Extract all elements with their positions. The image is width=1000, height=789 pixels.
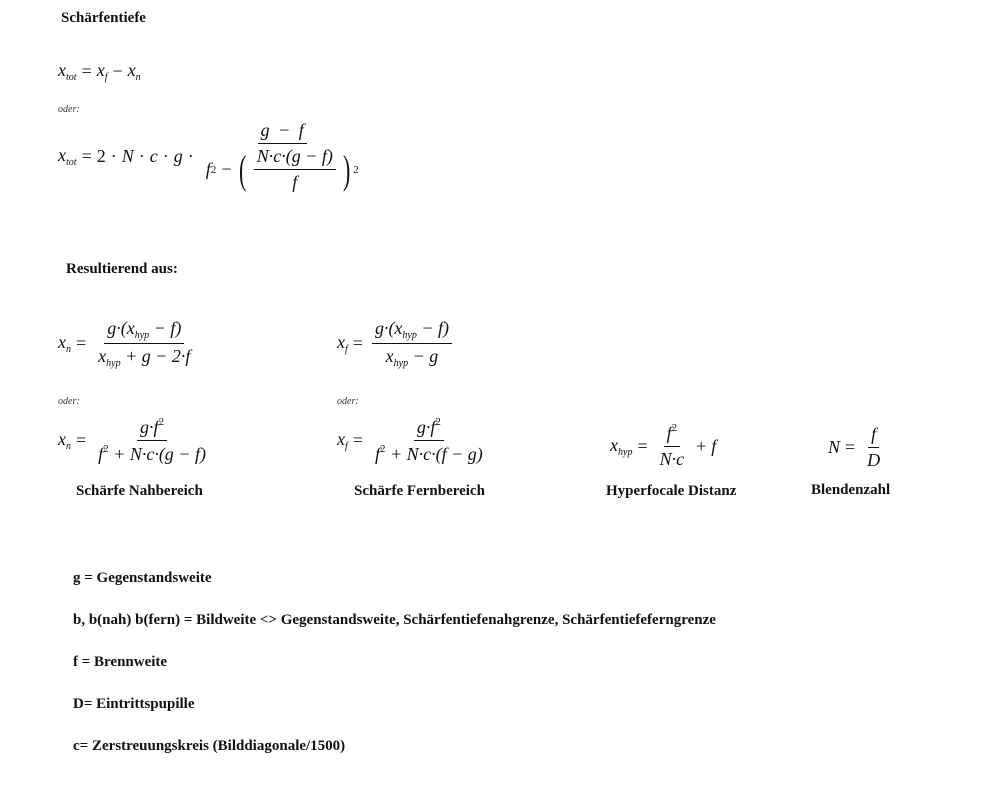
legend-item-g: g = Gegenstandsweite [73, 570, 212, 586]
oder-label-2: oder: [58, 396, 80, 407]
legend-item-c: c= Zerstreuungskreis (Bilddiagonale/1500) [73, 738, 346, 754]
legend-item-d: D= Eintrittspupille [73, 696, 195, 712]
caption-blendenzahl: Blendenzahl [811, 482, 891, 498]
formula-xhyp: $x_{hyp}$ = $\frac{f^2}{N\cdot c}$ + f [610, 422, 717, 469]
formula-blendenzahl: N = $\frac{f}{D}$ [828, 424, 881, 470]
oder-label-3: oder: [337, 396, 359, 407]
page-title: Schärfentiefe [61, 10, 146, 26]
formula-xn-hyp: $x_n$ = $\frac{g\cdot(x_{hyp} - f)}{x_{hyp} + g - 2\cdot f}$ [58, 318, 191, 369]
formula-xtot-full: $x_{tot}$ = 2 · N · c · g · g − f f 2 − ( $\frac{N\cdot c\cdot(g - f)}{f}$ ) 2 [58, 120, 359, 192]
legend-item-b: b, b(nah) b(fern) = Bildweite <> Gegenstandsweite, Schärfentiefenahgrenze, Schärfentiefeferngrenze [73, 612, 716, 628]
caption-nahbereich: Schärfe Nahbereich [76, 483, 203, 499]
oder-label-1: oder: [58, 104, 80, 115]
formula-xf-hyp: $x_f$ = $\frac{g\cdot(x_{hyp} - f)}{x_{hyp} - g}$ [337, 318, 456, 369]
formula-xtot-difference: $x_{tot}$ = $x_f$ − $x_n$ [58, 60, 141, 83]
legend-item-f: f = Brennweite [73, 654, 168, 670]
section-heading-resultierend: Resultierend aus: [66, 261, 178, 277]
caption-hyperfocal: Hyperfocale Distanz [606, 483, 737, 499]
formula-xf-full: $x_f$ = $\frac{g\cdot f^2}{f^2 + N\cdot c\cdot(f - g)}$ [337, 416, 483, 464]
formula-xn-full: $x_n$ = $\frac{g\cdot f^2}{f^2 + N\cdot c\cdot(g - f)}$ [58, 416, 206, 464]
caption-fernbereich: Schärfe Fernbereich [354, 483, 485, 499]
